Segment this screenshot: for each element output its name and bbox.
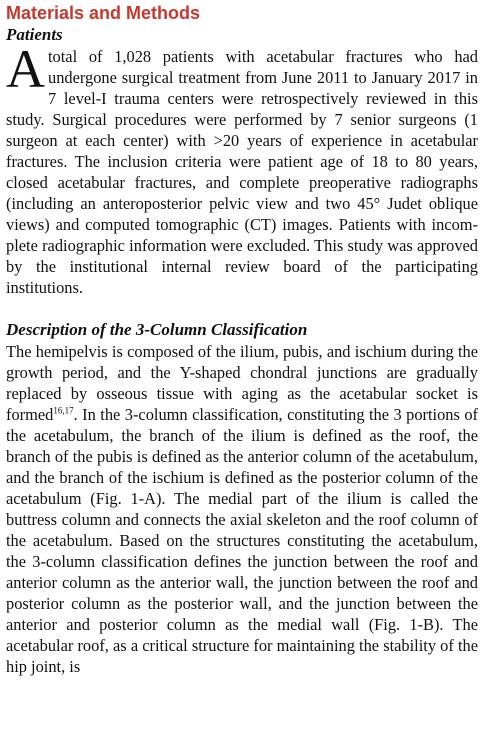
paragraph-spacer — [6, 298, 478, 319]
classification-text-part1: The hemipelvis is composed of the ilium, pubis, and ischium during the growth period, and the Y-shaped chondral junctions are gradually replaced by osseous tissue with aging as the acetabular socket is formed — [6, 342, 478, 424]
citation-reference: 16,17 — [53, 405, 74, 416]
patients-subheading: Patients — [6, 25, 63, 44]
drop-cap: A — [6, 39, 45, 99]
classification-text-part2: . In the 3-column classification, constituting the 3 portions of the acetabulum, the branch of the ilium is defined as the roof, the branch of the pubis is defined as the anterior column of the acetabulum, and the branch of the ischium is defined as the posterior column of the acetabulum (Fig. 1-A). The medial part of the ilium is called the buttress column and connects the axial skeleton and the roof column of the acetabulum. Based on the structures constituting the acetabulum, the 3-column classification defines the junction between the roof and anterior column as the anterior wall, the junction between the roof and posterior column as the posterior wall, and the junction between the anterior and posterior column as the medial wall (Fig. 1-B). The acetabular roof, as a critical structure for maintaining the stability of the hip joint, is — [6, 405, 478, 676]
section-heading: Materials and Methods — [6, 3, 201, 23]
classification-paragraph — [6, 341, 478, 677]
patients-text: total of 1,028 patients with acetabular fractures who had undergone surgical treatment from June 2011 to January 2017 in 7 level-I trauma centers were retrospectively reviewed in this study. Surgical procedures were performed by 7 senior surgeons (1 surgeon at each center) with >20 years of experience in acetabular fractures. The inclusion criteria were patient age of 18 to 80 years, closed acetabular fractures, and complete preoperative radiographs (including an anteroposterior pelvic view and two 45° Judet oblique views) and computed tomographic (CT) images. Patients with incomplete radiographic information were excluded. This study was approved by the institutional internal review board of the participating institutions. — [6, 47, 478, 297]
patients-paragraph — [6, 39, 478, 298]
classification-subheading: Description of the 3-Column Classification — [6, 320, 308, 339]
